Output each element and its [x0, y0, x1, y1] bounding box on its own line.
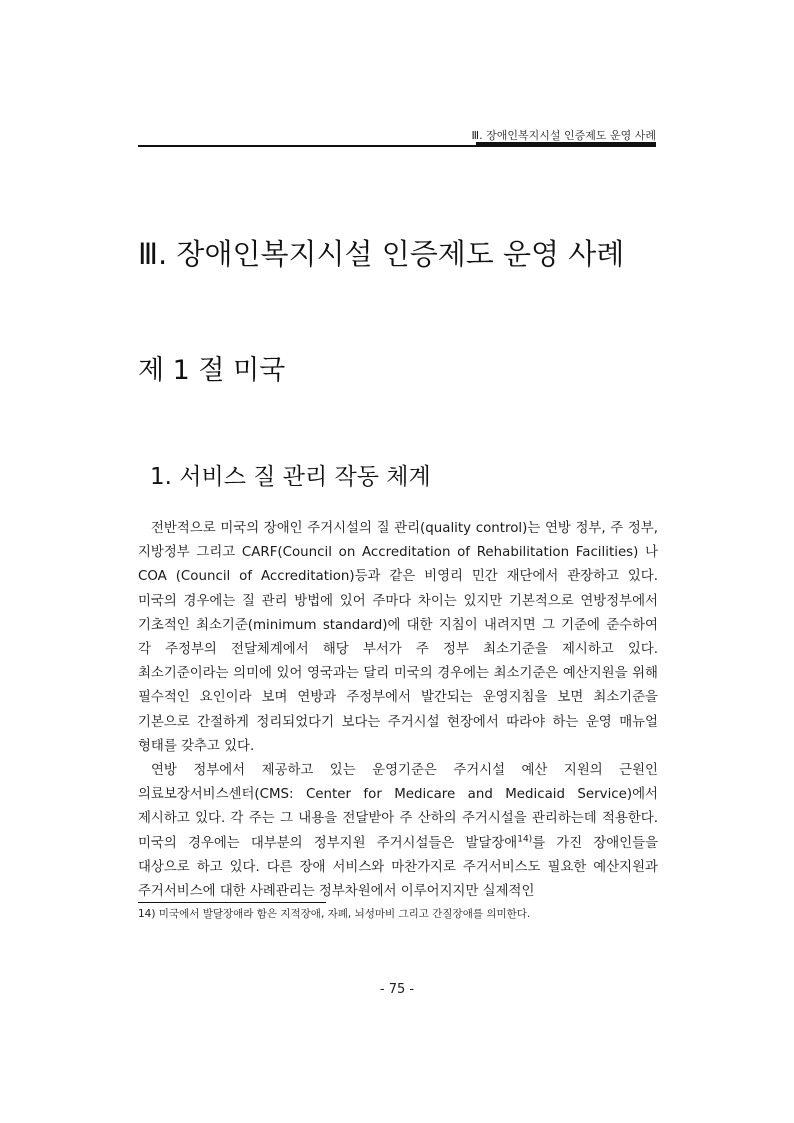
chapter-title: Ⅲ. 장애인복지시설 인증제도 운영 사례: [138, 237, 625, 271]
section-title: 제 1 절 미국: [138, 355, 286, 386]
subsection-title: 1. 서비스 질 관리 작동 체계: [150, 464, 431, 490]
body-text: [138, 517, 658, 904]
paragraph-1: 전반적으로 미국의 장애인 주거시설의 질 관리(quality control)는 연방 정부, 주 정부, 지방정부 그리고 CARF(Council on Accreditation of Rehabilitation Facilities) 나 COA (Council of Accreditation)등과 같은 비영리 민간 재단에서 관장하고 있다. 미국의 경우에는 질 관리 방법에 있어 주마다 차이는 있지만 기본적으로 연방정부에서 기초적인 최소기준(minimum standard)에 대한 지침이 내려지면 그 기준에 준수하여 각 주정부의 전달체계에서 해당 부서가 주 정부 최소기준을 제시하고 있다. 최소기준이라는 의미에 있어 영국과는 달리 미국의 경우에는 최소기준은 예산지원을 위해 필수적인 요인이라 보며 연방과 주정부에서 발간되는 운영지침을 보면 최소기준을 기본으로 간절하게 정리되었다기 보다는 주거시설 현장에서 따라야 하는 운영 매뉴얼 형태를 갖추고 있다.: [138, 521, 658, 754]
paragraph-2-text-b: 를 가진 장애인들을 대상으로 하고 있다. 다른 장애 서비스와 마찬가지로 주거서비스도 필요한 예산지원과 주거서비스에 대한 사례관리는 정부차원에서 이루어지지만 실제적인: [138, 835, 658, 900]
footnote-separator: [138, 902, 326, 903]
paragraph-2-text-a: 연방 정부에서 제공하고 있는 운영기준은 주거시설 예산 지원의 근원인 의료보장서비스센터(CMS: Center for Medicare and Medicaid Service)에서 제시하고 있다. 각 주는 그 내용을 전달받아 주 산하의 주거시설을 관리하는데 적용한다. 미국의 경우에는 대부분의 정부지원 주거시설들은 발달장애: [138, 763, 658, 851]
header-rule-accent: [476, 142, 656, 147]
footnote-reference[interactable]: 14): [517, 834, 533, 845]
footnote: 14) 미국에서 발달장애라 함은 지적장애, 자폐, 뇌성마비 그리고 간질장애를 의미한다.: [138, 908, 531, 920]
page-number: - 75 -: [379, 982, 415, 997]
paragraph-2: [138, 759, 658, 904]
running-header: Ⅲ. 장애인복지시설 인증제도 운영 사례: [471, 129, 656, 142]
